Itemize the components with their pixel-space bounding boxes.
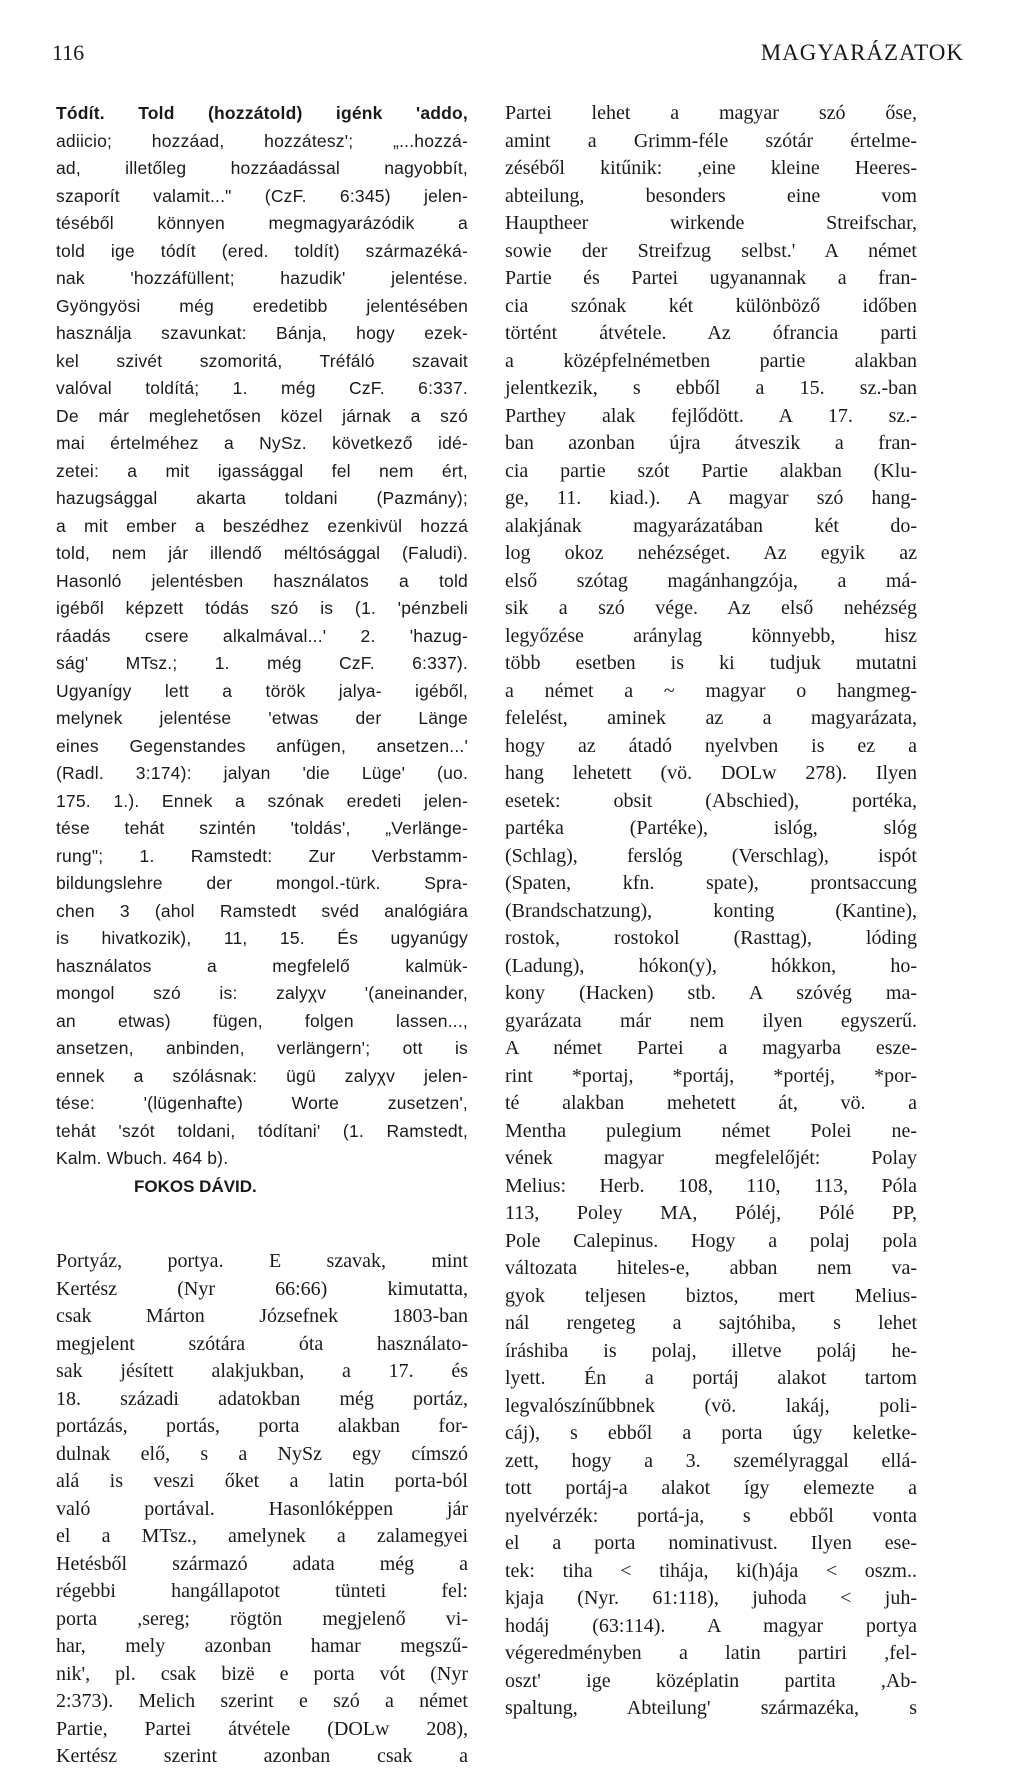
text-line: 113, Poley MA, Póléj, Pólé PP,	[505, 1202, 917, 1224]
text-line: nál rengeteg a sajtóhiba, s lehet	[505, 1312, 917, 1334]
page-number: 116	[52, 40, 85, 65]
portyaz-entry-continued	[505, 100, 917, 1723]
text-line: té alakban mehetett át, vö. a	[505, 1092, 917, 1114]
text-line: ság' MTsz.; 1. még CzF. 6:337).	[56, 653, 468, 673]
text-line: told ige tódít (ered. toldít) származéká-	[56, 240, 468, 261]
text-line: mongol szó is: zalyχv '(aneinander,	[56, 983, 468, 1003]
text-line: (Brandschatzung), konting (Kantine),	[505, 899, 917, 922]
text-line: Hetésből származó adata még a	[56, 1552, 468, 1575]
text-line: nik', pl. csak bizë e porta vót (Nyr	[56, 1662, 468, 1685]
text-line: téséből könnyen megmagyarázódik a	[56, 213, 468, 233]
text-line: zett, hogy a 3. személyraggal ellá-	[505, 1449, 917, 1472]
text-line: rung"; 1. Ramstedt: Zur Verbstamm-	[56, 845, 468, 866]
text-line: használja szavunkat: Bánja, hogy ezek-	[56, 323, 468, 343]
author-signature: FOKOS DÁVID.	[134, 1176, 257, 1196]
portyaz-entry	[56, 1248, 468, 1771]
text-line: alakjának magyarázatában két do-	[505, 514, 917, 537]
text-line: a mit ember a beszédhez ezenkivül hozzá	[56, 515, 468, 536]
running-head	[52, 40, 964, 74]
text-line: cia szónak két különböző időben	[505, 294, 917, 317]
text-line: (Spaten, kfn. spate), prontsaccung	[505, 872, 917, 894]
text-line: esetek: obsit (Abschied), portéka,	[505, 789, 917, 812]
text-line: partéka (Partéke), islóg, slóg	[505, 817, 917, 839]
text-line: el a MTsz., amelynek a zalamegyei	[56, 1525, 468, 1547]
section-title: MAGYARÁZATOK	[760, 40, 964, 65]
text-line: Hasonló jelentésben használatos a told	[56, 570, 468, 591]
text-line: porta ,sereg; rögtön megjelenő vi-	[56, 1607, 468, 1630]
text-line: 18. századi adatokban még portáz,	[56, 1387, 468, 1410]
text-line: spaltung, Abteilung' származéka, s	[505, 1697, 917, 1719]
text-line: hogy az átadó nyelvben is ez a	[505, 734, 917, 757]
text-line: chen 3 (ahol Ramstedt svéd analógiára	[56, 900, 468, 921]
text-line: Tódít. Told (hozzátold) igénk 'addo,	[56, 103, 468, 123]
text-line: A német Partei a magyarba esze-	[505, 1037, 917, 1059]
text-line: mai értelméhez a NySz. következő idé-	[56, 433, 468, 453]
text-line: történt átvétele. Az ófrancia parti	[505, 322, 917, 344]
text-line: (Schlag), ferslóg (Verschlag), ispót	[505, 844, 917, 867]
text-line: ge, 11. kiad.). A magyar szó hang-	[505, 487, 917, 509]
text-line: több esetben is ki tudjuk mutatni	[505, 652, 917, 674]
text-line: dulnak elő, s a NySz egy címszó	[56, 1442, 468, 1465]
text-line: jelentkezik, s ebből a 15. sz.-ban	[505, 377, 917, 399]
text-line: szaporít valamit..." (CzF. 6:345) jelen-	[56, 185, 468, 206]
text-line: amint a Grimm-féle szótár értelme-	[505, 129, 917, 152]
text-line: Gyöngyösi még eredetibb jelentésében	[56, 295, 468, 316]
text-line: változata hiteles-e, abban nem va-	[505, 1257, 917, 1279]
text-line: Kertész (Nyr 66:66) kimutatta,	[56, 1277, 468, 1300]
text-line: való portával. Hasonlóképpen jár	[56, 1497, 468, 1520]
text-line: Mentha pulegium német Polei ne-	[505, 1119, 917, 1142]
text-line: bildungslehre der mongol.-türk. Spra-	[56, 873, 468, 893]
text-line: 175. 1.). Ennek a szónak eredeti jelen-	[56, 790, 468, 811]
text-line: tehát 'szót toldani, tódítani' (1. Ramstedt,	[56, 1120, 468, 1141]
text-line: használatos a megfelelő kalmük-	[56, 955, 468, 976]
text-line: 2:373). Melich szerint e szó a német	[56, 1690, 468, 1712]
text-line: régebbi hangállapotot tünteti fel:	[56, 1580, 468, 1602]
text-line: el a porta nominativust. Ilyen ese-	[505, 1532, 917, 1554]
text-line: sik a szó vége. Az első nehézség	[505, 597, 917, 619]
text-line: Partei lehet a magyar szó őse,	[505, 102, 917, 124]
text-line: De már meglehetősen közel járnak a szó	[56, 405, 468, 426]
text-line: sak jésített alakjukban, a 17. és	[56, 1360, 468, 1382]
text-line: (Ladung), hókon(y), hókkon, ho-	[505, 954, 917, 977]
text-line: felelést, aminek az a magyarázata,	[505, 707, 917, 729]
text-line: gyok teljesen biztos, mert Melius-	[505, 1284, 917, 1307]
text-line: lyett. Én a portáj alakot tartom	[505, 1367, 917, 1389]
text-line: tek: tiha < tihája, ki(h)ája < oszm..	[505, 1559, 917, 1582]
text-line: megjelent szótára óta használato-	[56, 1332, 468, 1355]
text-line: legyőzése aránylag könnyebb, hisz	[505, 624, 917, 647]
text-line: rostok, rostokol (Rasttag), lóding	[505, 927, 917, 949]
text-line: is hivatkozik), 11, 15. És ugyanúgy	[56, 928, 468, 948]
text-line: Kalm. Wbuch. 464 b).	[56, 1148, 229, 1168]
text-line: log okoz nehézséget. Az egyik az	[505, 542, 917, 564]
text-line: a német a ~ magyar o hangmeg-	[505, 679, 917, 702]
text-line: gyarázata már nem ilyen egyszerű.	[505, 1009, 917, 1032]
text-line: tése: '(lügenhafte) Worte zusetzen',	[56, 1093, 468, 1113]
text-line: sowie der Streifzug selbst.' A német	[505, 239, 917, 262]
entry-gap	[56, 1200, 468, 1248]
text-line: zetei: a mit igassággal fel nem ért,	[56, 460, 468, 481]
text-line: rint *portaj, *portáj, *portéj, *por-	[505, 1064, 917, 1087]
todit-entry	[56, 100, 468, 1173]
text-line: (Radl. 3:174): jalyan 'die Lüge' (uo.	[56, 763, 468, 783]
text-line: Kertész szerint azonban csak a	[56, 1745, 468, 1767]
text-line: hazugsággal akarta toldani (Pazmány);	[56, 488, 468, 508]
text-line: kony (Hacken) stb. A szóvég ma-	[505, 982, 917, 1004]
text-line: a középfelnémetben partie alakban	[505, 349, 917, 372]
left-column	[56, 100, 468, 1771]
text-line: Parthey alak fejlődött. A 17. sz.-	[505, 404, 917, 427]
text-line: told, nem jár illendő méltósággal (Faludi).	[56, 543, 468, 563]
text-line: Ugyanígy lett a török jalya- igéből,	[56, 680, 468, 701]
text-line: nyelvérzék: portá-ja, s ebből vonta	[505, 1504, 917, 1527]
text-line: Partie és Partei ugyanannak a fran-	[505, 267, 917, 289]
text-line: hodáj (63:114). A magyar portya	[505, 1614, 917, 1637]
text-line: ennek a szólásnak: ügü zalyχv jelen-	[56, 1065, 468, 1086]
text-line: hang lehetett (vö. DOLw 278). Ilyen	[505, 762, 917, 784]
text-line: melynek jelentése 'etwas der Länge	[56, 708, 468, 728]
text-line: ban azonban újra átveszik a fran-	[505, 432, 917, 454]
text-line: Pole Calepinus. Hogy a polaj pola	[505, 1229, 917, 1252]
text-line: alá is veszi őket a latin porta-ból	[56, 1470, 468, 1492]
text-line: tott portáj-a alakot így elemezte a	[505, 1477, 917, 1499]
text-line: igéből képzett tódás szó is (1. 'pénzbeli	[56, 598, 468, 618]
text-line: abteilung, besonders eine vom	[505, 184, 917, 207]
text-line: Partie, Partei átvétele (DOLw 208),	[56, 1717, 468, 1740]
text-line: végeredményben a latin partiri ,fel-	[505, 1642, 917, 1664]
text-line: an etwas) fügen, folgen lassen...,	[56, 1010, 468, 1031]
text-line: Portyáz, portya. E szavak, mint	[56, 1250, 468, 1272]
text-line: tése tehát szintén 'toldás', „Verlänge-	[56, 818, 468, 838]
text-line: ansetzen, anbinden, verlängern'; ott is	[56, 1038, 468, 1058]
text-line: cia partie szót Partie alakban (Klu-	[505, 459, 917, 482]
text-line: har, mely azonban hamar megszű-	[56, 1635, 468, 1657]
text-line: oszt' ige középlatin partita ,Ab-	[505, 1669, 917, 1692]
text-line: első szótag magánhangzója, a má-	[505, 569, 917, 592]
text-line: vének magyar megfelelőjét: Polay	[505, 1147, 917, 1169]
text-line: portázás, portás, porta alakban for-	[56, 1415, 468, 1437]
text-line: valóval toldítá; 1. még CzF. 6:337.	[56, 378, 468, 398]
text-line: kel szivét szomoritá, Tréfáló szavait	[56, 350, 468, 371]
text-line: nak 'hozzáfüllent; hazudik' jelentése.	[56, 268, 468, 288]
text-line: adiicio; hozzáad, hozzátesz'; „...hozzá-	[56, 130, 468, 151]
text-line: cáj), s ebből a porta úgy keletke-	[505, 1422, 917, 1444]
text-line: ad, illetőleg hozzáadással nagyobbít,	[56, 158, 468, 178]
text-line: íráshiba is polaj, illetve poláj he-	[505, 1339, 917, 1362]
right-column	[505, 100, 917, 1723]
text-line: Hauptheer wirkende Streifschar,	[505, 212, 917, 234]
text-line: ráadás csere alkalmával...' 2. 'hazug-	[56, 625, 468, 646]
text-line: kjaja (Nyr. 61:118), juhoda < juh-	[505, 1587, 917, 1609]
text-line: zéséből kitűnik: ,eine kleine Heeres-	[505, 157, 917, 179]
text-line: eines Gegenstandes anfügen, ansetzen...'	[56, 735, 468, 756]
text-line: Melius: Herb. 108, 110, 113, Póla	[505, 1174, 917, 1197]
text-line: legvalószínűbbnek (vö. lakáj, poli-	[505, 1394, 917, 1417]
text-line: csak Márton Józsefnek 1803-ban	[56, 1305, 468, 1327]
